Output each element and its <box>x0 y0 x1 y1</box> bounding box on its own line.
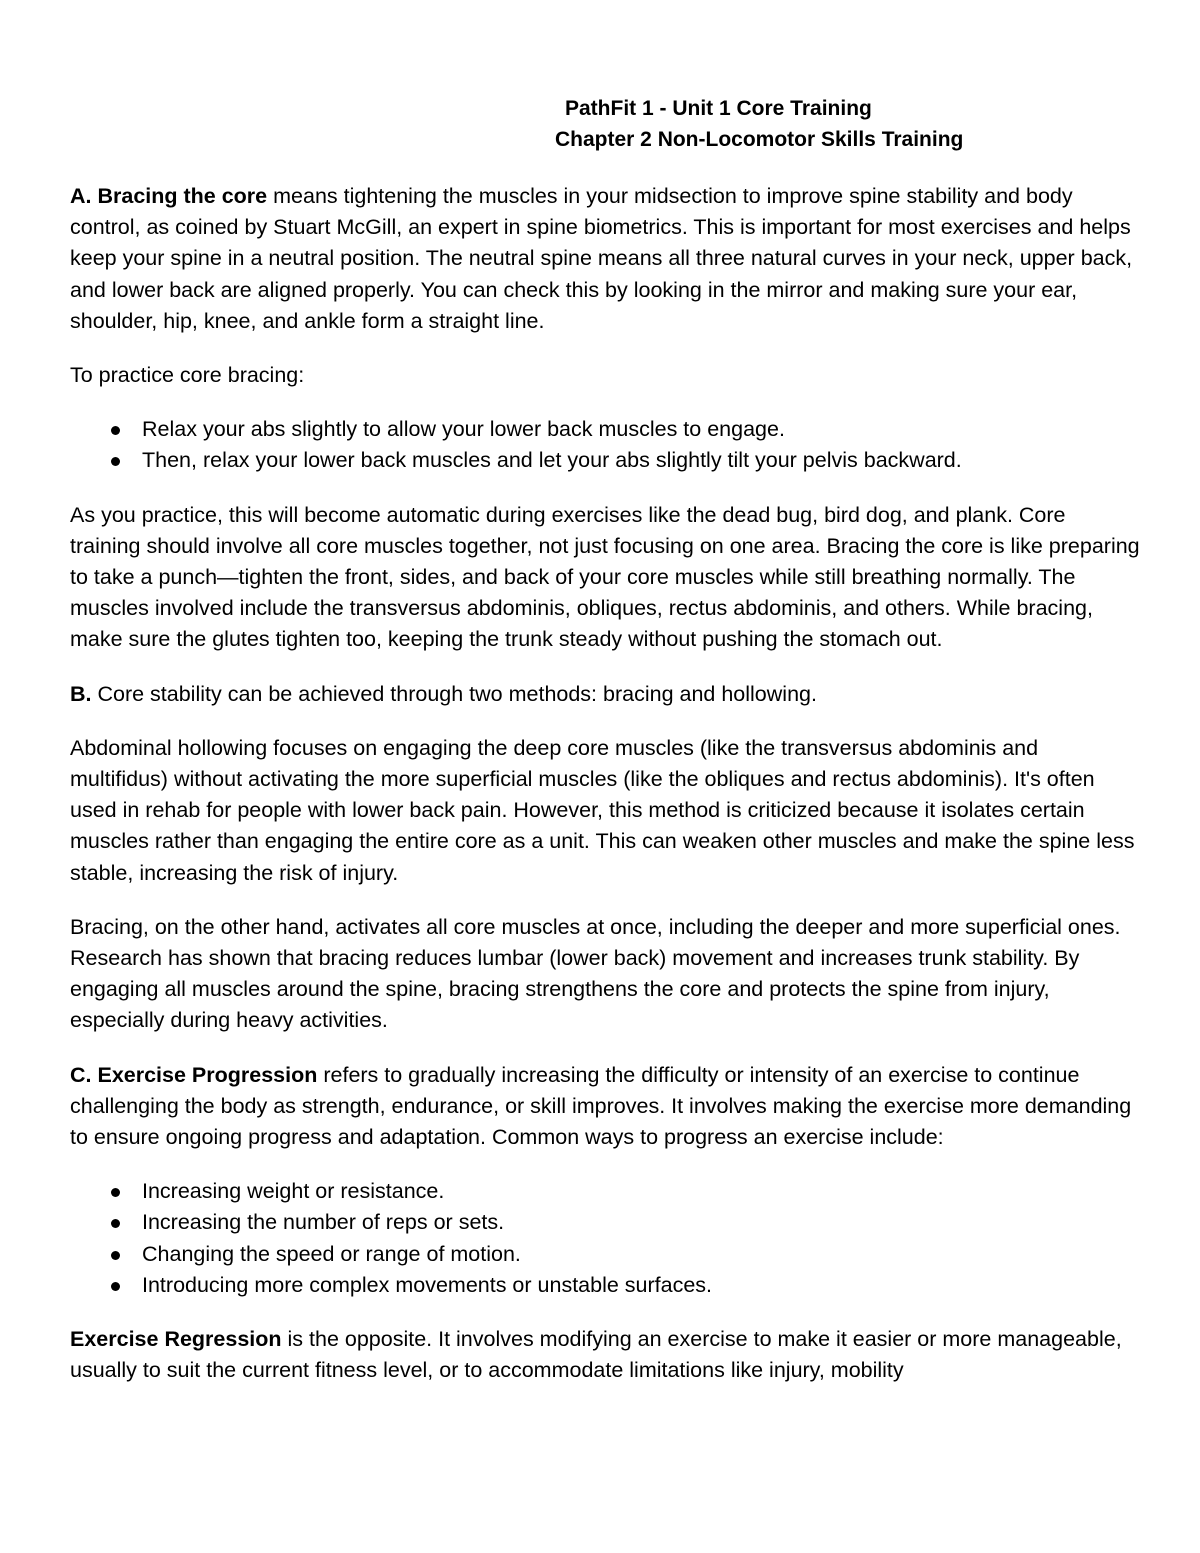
list-item: Changing the speed or range of motion. <box>70 1239 1140 1270</box>
list-item: Increasing the number of reps or sets. <box>70 1207 1140 1238</box>
practice-intro: To practice core bracing: <box>70 363 305 388</box>
section-a-heading: A. Bracing the core <box>70 184 268 208</box>
section-b-heading: B. <box>70 681 92 706</box>
section-b-paragraph <box>70 679 1140 710</box>
hollowing-paragraph: Abdominal hollowing focuses on engaging the deep core muscles (like the transversus abdominis and multifidus) without activating the more superficial muscles (like the obliques and rectus abdominis). It's often used in rehab for people with lower back pain. However, this method is criticized because it isolates certain muscles rather than engaging the entire core as a unit. This can weaken other muscles and make the spine less stable, increasing the risk of injury. <box>70 735 1135 885</box>
section-b-text: Core stability can be achieved through two methods: bracing and hollowing. <box>91 681 817 706</box>
regression-text: is the opposite. It involves modifying an exercise to make it easier or more manageable, usually to suit the current fitness level, or to accommodate limitations like injury, mobility <box>70 1327 1122 1383</box>
document-title <box>70 93 1140 155</box>
section-c-heading: C. Exercise Progression <box>70 1062 318 1087</box>
section-a-text: means tightening the muscles in your midsection to improve spine stability and body control, as coined by Stuart McGill, an expert in spine biometrics. This is important for most exercises and helps keep your spine in a neutral position. The neutral spine means all three natural curves in your neck, upper back, and lower back are aligned properly. You can check this by looking in the mirror and making sure your ear, shoulder, hip, knee, and ankle form a straight line. <box>70 184 1133 333</box>
bullet-icon <box>111 1219 120 1228</box>
practice-paragraph: As you practice, this will become automatic during exercises like the dead bug, bird dog, and plank. Core training should involve all core muscles together, not just focusing on one area. Bracing the core is like preparing to take a punch—tighten the front, sides, and back of your core muscles while still breathing normally. The muscles involved include the transversus abdominis, obliques, rectus abdominis, and others. While bracing, make sure the glutes tighten too, keeping the trunk steady without pushing the stomach out. <box>70 502 1140 652</box>
list-item: Increasing weight or resistance. <box>70 1176 1140 1207</box>
bullet-icon <box>111 457 120 466</box>
list-item: Relax your abs slightly to allow your lower back muscles to engage. <box>70 414 1140 445</box>
section-c-paragraph <box>70 1060 1140 1154</box>
progression-list <box>70 1176 1140 1301</box>
list-item: Introducing more complex movements or unstable surfaces. <box>70 1270 1140 1301</box>
title-unit: PathFit 1 - Unit 1 Core Training <box>565 97 872 120</box>
list-item: Then, relax your lower back muscles and let your abs slightly tilt your pelvis backward. <box>70 445 1140 476</box>
bracing-paragraph: Bracing, on the other hand, activates all core muscles at once, including the deeper and more superficial ones. Research has shown that bracing reduces lumbar (lower back) movement and increases trunk stability. By engaging all muscles around the spine, bracing strengthens the core and protects the spine from injury, especially during heavy activities. <box>70 914 1121 1033</box>
practice-steps-list <box>70 414 1140 476</box>
regression-heading: Exercise Regression <box>70 1327 282 1352</box>
bullet-icon <box>111 1282 120 1291</box>
bullet-icon <box>111 1251 120 1260</box>
section-c-text: refers to gradually increasing the difficulty or intensity of an exercise to continue challenging the body as strength, endurance, or skill improves. It involves making the exercise more demanding to ensure ongoing progress and adaptation. Common ways to progress an exercise include: <box>70 1062 1132 1150</box>
bullet-icon <box>111 426 120 435</box>
title-chapter: Chapter 2 Non-Locomotor Skills Training <box>555 128 964 151</box>
section-a-paragraph <box>70 181 1140 337</box>
bullet-icon <box>111 1188 120 1197</box>
regression-paragraph <box>70 1324 1140 1386</box>
